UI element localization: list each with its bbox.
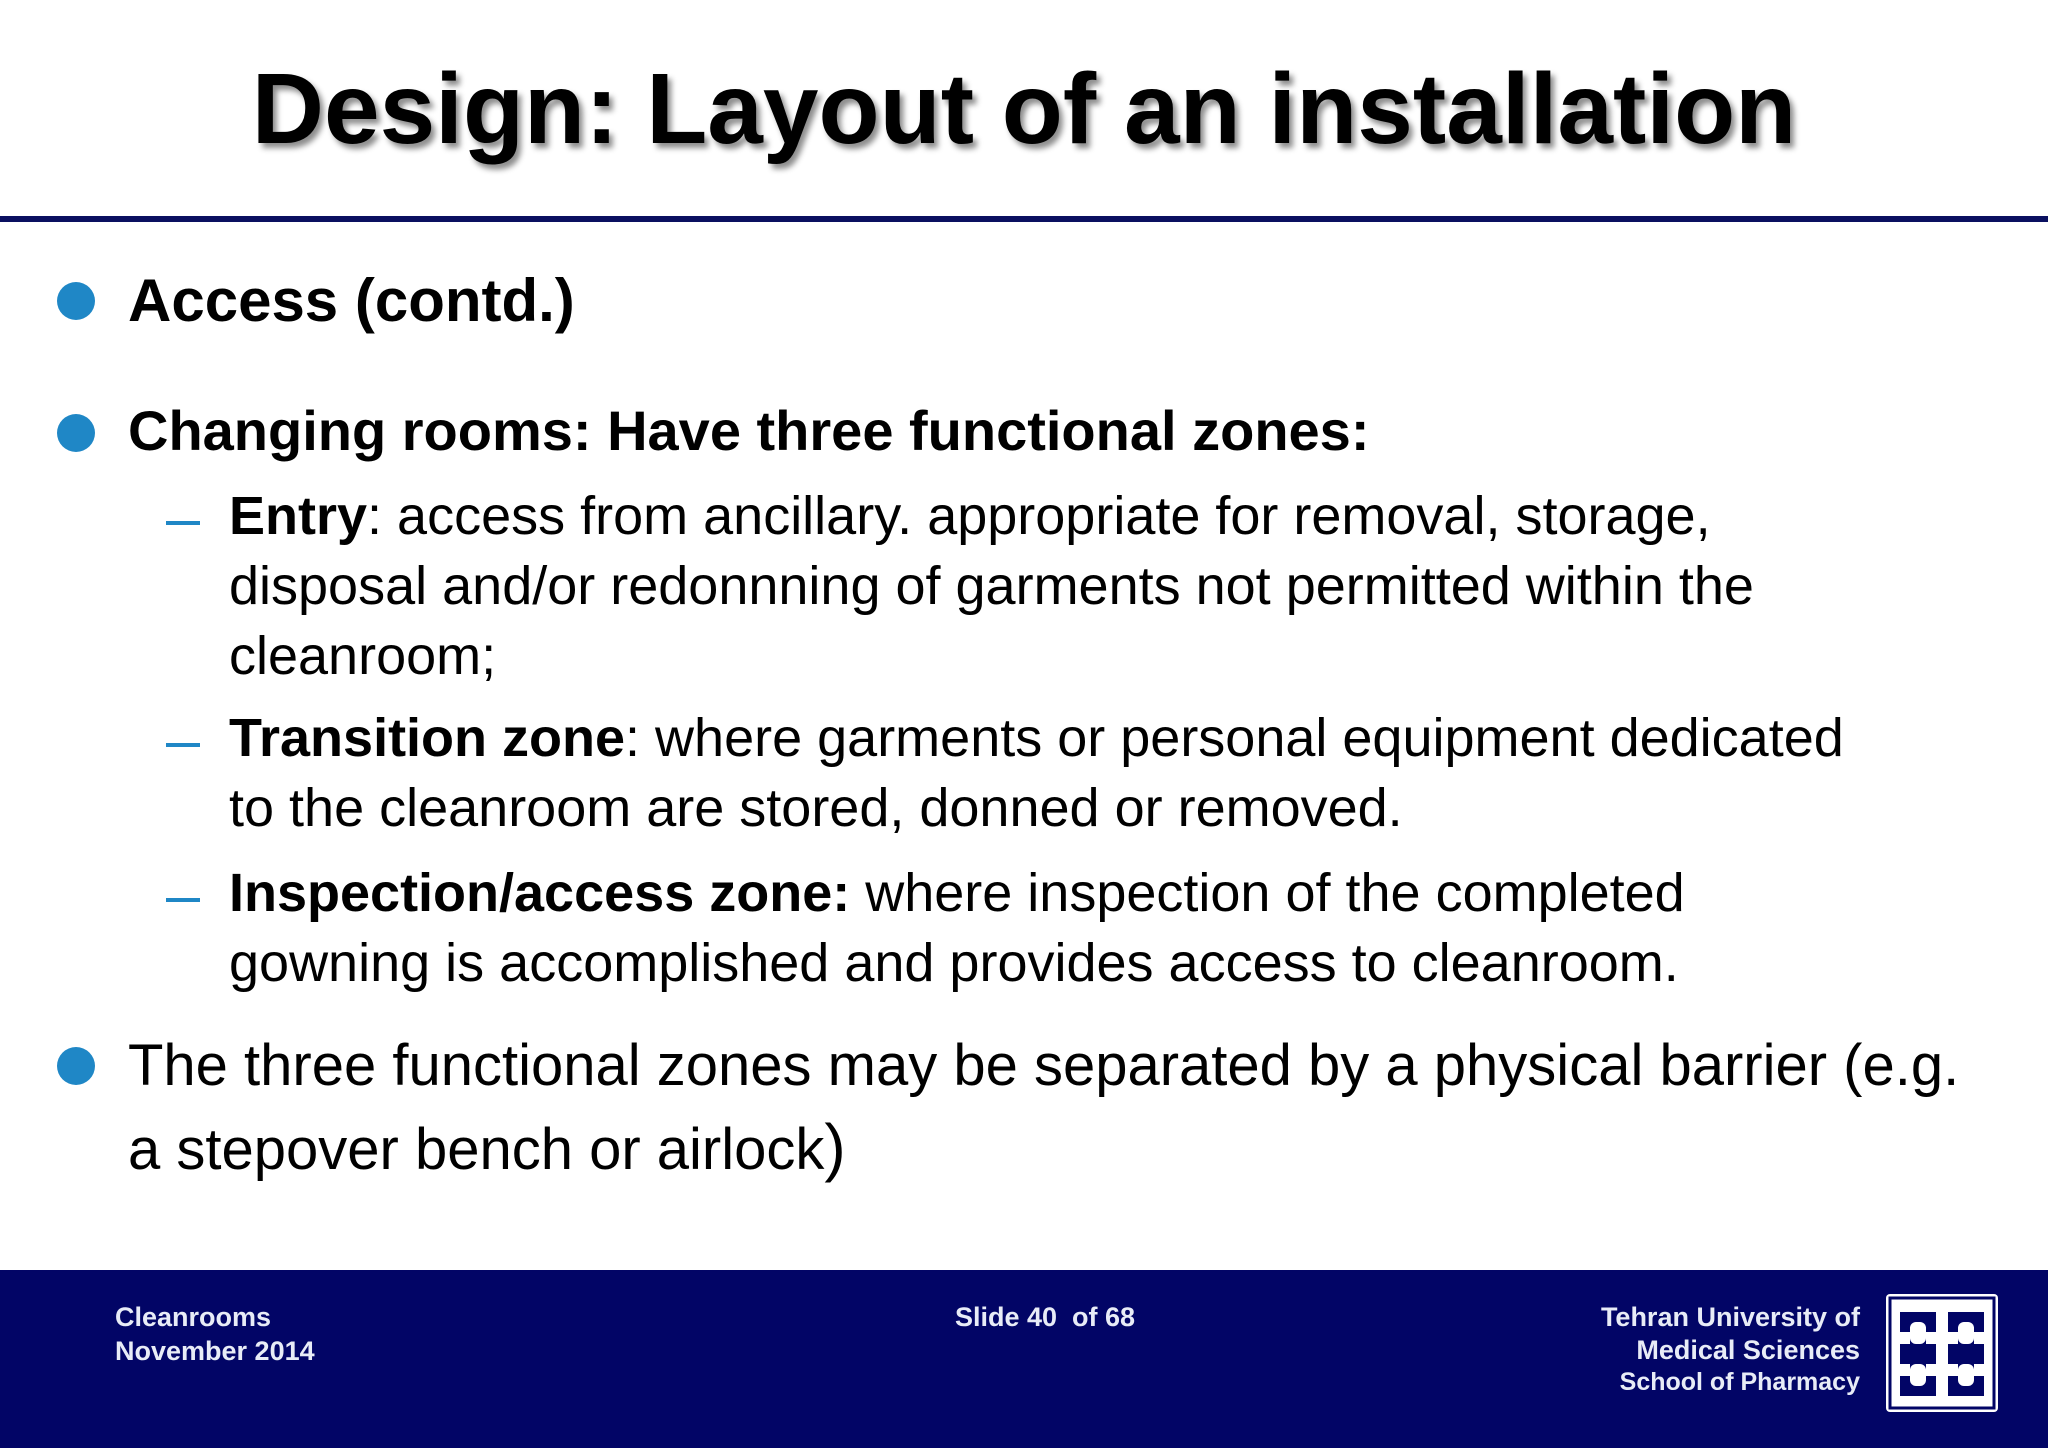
sub-transition-line1	[229, 707, 1844, 769]
slide-title: Design: Layout of an installation	[251, 53, 1797, 165]
sub-entry-text: : access from ancillary. appropriate for removal, storage,	[367, 486, 1711, 546]
closing-paren: )	[824, 1111, 846, 1183]
bullet-circle-icon	[57, 282, 95, 320]
sub-entry-line1	[229, 485, 1711, 547]
sub-entry-term: Entry	[229, 486, 368, 546]
dash-bullet-icon	[166, 898, 200, 902]
bullet-changing-rooms: Changing rooms: Have three functional zones:	[128, 399, 1370, 462]
footer-course: Cleanrooms	[115, 1302, 272, 1332]
bullet-zones-separated-text: a stepover bench or airlock	[128, 1117, 825, 1182]
sub-entry-line3: cleanroom;	[229, 626, 497, 686]
sub-transition-line2: to the cleanroom are stored, donned or removed.	[229, 778, 1403, 838]
bullet-circle-icon	[57, 414, 95, 452]
sub-inspection-text: where inspection of the completed	[850, 863, 1685, 923]
dash-bullet-icon	[166, 521, 200, 525]
logo-emblem-icon	[1886, 1294, 1998, 1412]
bullet-zones-separated-line1: The three functional zones may be separated by a physical barrier (e.g.	[128, 1033, 1960, 1098]
bullet-access-contd: Access (contd.)	[128, 267, 575, 334]
sub-entry-line2: disposal and/or redonnning of garments not permitted within the	[229, 556, 1754, 616]
footer-slide-number: Slide 40 of 68	[955, 1302, 1136, 1332]
sub-transition-text: : where garments or personal equipment dedicated	[625, 708, 1844, 768]
sub-inspection-term: Inspection/access zone:	[229, 863, 851, 923]
sub-transition-term: Transition zone	[229, 708, 626, 768]
bullet-circle-icon	[57, 1047, 95, 1085]
university-logo-icon	[1886, 1294, 1998, 1412]
footer-institution-line3: School of Pharmacy	[1619, 1368, 1860, 1396]
footer-institution-line2: Medical Sciences	[1636, 1335, 1860, 1365]
dash-bullet-icon	[166, 743, 200, 747]
slide-footer	[0, 1270, 2048, 1448]
sub-inspection-line1	[229, 862, 1685, 924]
slide-content	[0, 222, 2048, 1270]
footer-date: November 2014	[115, 1336, 315, 1366]
title-area	[0, 0, 2048, 218]
bullet-zones-separated-line2	[128, 1110, 846, 1184]
footer-institution-line1: Tehran University of	[1600, 1302, 1860, 1332]
sub-inspection-line2: gowning is accomplished and provides access to cleanroom.	[229, 933, 1679, 993]
